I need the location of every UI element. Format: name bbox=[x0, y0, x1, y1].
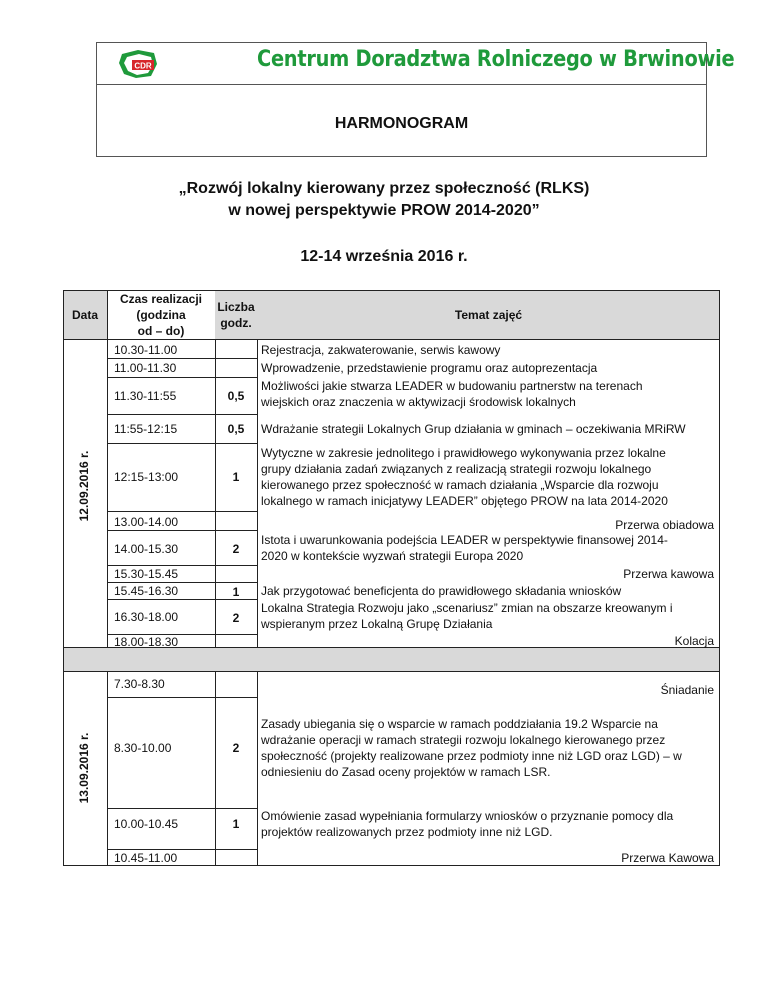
date-range: 12-14 września 2016 r. bbox=[300, 248, 468, 265]
day1-row10-topic: Lokalna Strategia Rozwoju jako „scenariusz” zmian na obszarze kreowanym i wspieranym przez Lokalną Grupę Działania bbox=[261, 601, 673, 631]
header-box bbox=[96, 42, 735, 157]
document-title bbox=[0, 178, 768, 222]
day1-row9-hours: 1 bbox=[232, 585, 240, 599]
organization-name: Centrum Doradztwa Rolniczego w Brwinowie bbox=[257, 47, 735, 72]
doc-type-title: HARMONOGRAM bbox=[334, 115, 469, 132]
day1-row7-topic: Istota i uwarunkowania podejścia LEADER w perspektywie finansowej 2014- 2020 w kontekście wyzwań strategii Europa 2020 bbox=[261, 533, 668, 563]
day1-row8-time: 15.30-15.45 bbox=[114, 567, 179, 581]
day2-date: 13.09.2016 r. bbox=[77, 732, 91, 804]
day1-row5-hours: 1 bbox=[232, 470, 240, 484]
header-time: Czas realizacji (godzina od – do) bbox=[119, 292, 203, 338]
day1-row6-time: 13.00-14.00 bbox=[114, 515, 179, 529]
day1-row10-time: 16.30-18.00 bbox=[114, 610, 179, 624]
day1-date: 12.09.2016 r. bbox=[77, 450, 91, 522]
day1-row11-topic: Kolacja bbox=[674, 634, 714, 648]
day1-row2-time: 11.00-11.30 bbox=[114, 361, 177, 375]
title-line-2: w nowej perspektywie PROW 2014-2020” bbox=[228, 202, 540, 219]
day2-row2-hours: 2 bbox=[232, 741, 240, 755]
day2-row1-topic: Śniadanie bbox=[660, 683, 714, 697]
day2-row3-hours: 1 bbox=[232, 817, 240, 831]
day1-row1-time: 10.30-11.00 bbox=[114, 343, 178, 357]
day1-row7-hours: 2 bbox=[232, 542, 240, 556]
day2-row4-topic: Przerwa Kawowa bbox=[621, 851, 714, 865]
day2-row3-time: 10.00-10.45 bbox=[114, 817, 179, 831]
day1-row4-hours: 0,5 bbox=[227, 422, 245, 436]
day1-row3-time: 11.30-11:55 bbox=[114, 389, 177, 403]
title-line-1: „Rozwój lokalny kierowany przez społeczność (RLKS) bbox=[178, 180, 590, 197]
day1-row11-time: 18.00-18.30 bbox=[114, 635, 179, 649]
header-topic: Temat zajęć bbox=[454, 308, 523, 322]
day2-row2-time: 8.30-10.00 bbox=[114, 741, 172, 755]
day1-row3-hours: 0,5 bbox=[227, 389, 245, 403]
day1-row7-time: 14.00-15.30 bbox=[114, 542, 179, 556]
day2-row4-time: 10.45-11.00 bbox=[114, 851, 178, 865]
header-hours: Liczba godz. bbox=[217, 300, 255, 330]
day1-row10-hours: 2 bbox=[232, 611, 240, 625]
svg-text:CDR: CDR bbox=[134, 61, 152, 71]
day2-row2-topic: Zasady ubiegania się o wsparcie w ramach poddziałania 19.2 Wsparcie na wdrażanie operacji w ramach strategii rozwoju lokalnego kierowanego przez społeczność (projekty realizowane przez podmioty inne niż LGD oraz LGD) – w odniesieniu do Zasad oceny projektów w ramach LSR. bbox=[261, 717, 682, 779]
day2-row3-topic: Omówienie zasad wypełniania formularzy wniosków o przyznanie pomocy dla projektów realizowanych przez podmioty inne niż LGD. bbox=[261, 809, 674, 839]
day1-row4-time: 11:55-12:15 bbox=[114, 422, 178, 436]
header-banner bbox=[97, 43, 735, 85]
cdr-logo-icon bbox=[116, 48, 160, 80]
day1-row2-topic: Wprowadzenie, przedstawienie programu oraz autoprezentacja bbox=[261, 361, 598, 375]
day2-row1-time: 7.30-8.30 bbox=[114, 677, 165, 691]
day1-row8-topic: Przerwa kawowa bbox=[623, 567, 714, 581]
day1-row1-topic: Rejestracja, zakwaterowanie, serwis kawowy bbox=[261, 343, 501, 357]
day1-row6-topic: Przerwa obiadowa bbox=[615, 518, 714, 532]
day1-row5-topic: Wytyczne w zakresie jednolitego i prawidłowego wykonywania przez lokalne grupy działania zadań związanych z realizacją strategii rozwoju lokalnego kierowanego przez społeczność w ramach działania „Wsparcie dla rozwoju lokalnego w ramach inicjatywy LEADER” objętego PROW na lata 2014-2020 bbox=[261, 446, 668, 508]
day1-row9-time: 15.45-16.30 bbox=[114, 584, 179, 598]
schedule-table bbox=[63, 290, 720, 866]
day1-row4-topic: Wdrażanie strategii Lokalnych Grup działania w gminach – oczekiwania MRiRW bbox=[261, 422, 686, 436]
header-data: Data bbox=[71, 308, 98, 322]
day1-row9-topic: Jak przygotować beneficjenta do prawidłowego składania wniosków bbox=[261, 584, 622, 598]
day1-row3-topic: Możliwości jakie stwarza LEADER w budowaniu partnerstw na terenach wiejskich oraz znaczenia w aktywizacji środowisk lokalnych bbox=[261, 379, 643, 409]
day1-row5-time: 12:15-13:00 bbox=[114, 470, 179, 484]
